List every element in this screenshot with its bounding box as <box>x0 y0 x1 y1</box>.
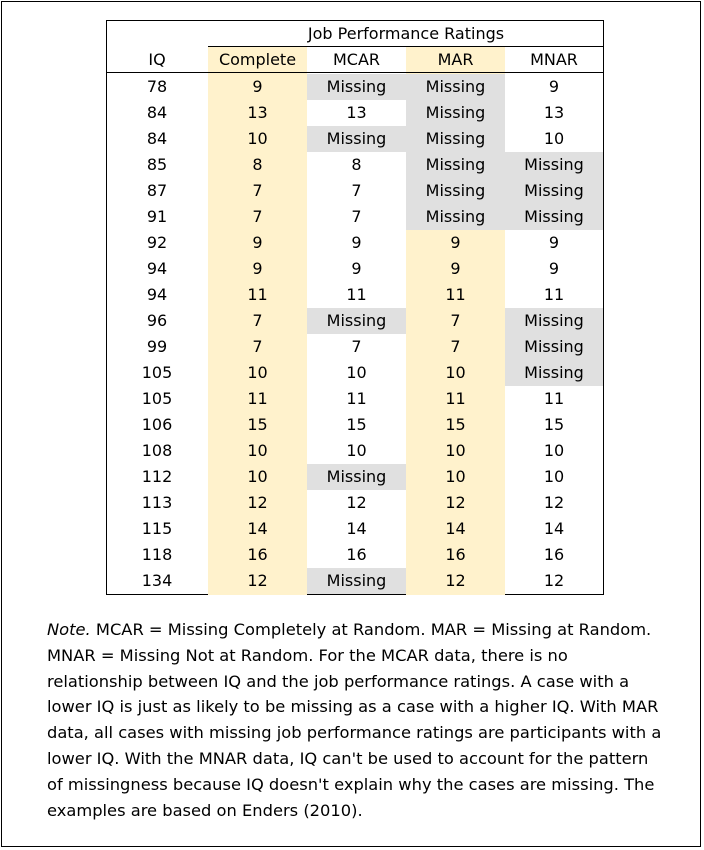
cell-complete: 10 <box>247 467 268 486</box>
cell-mnar: 11 <box>543 389 565 408</box>
cell-mar: 16 <box>445 545 466 564</box>
cell-mcar: Missing <box>307 74 406 100</box>
cell-mar: 12 <box>445 493 466 512</box>
missing-data-table <box>106 20 604 595</box>
cell-complete: 10 <box>247 363 268 382</box>
cell-mnar: 9 <box>548 77 560 96</box>
cell-iq: 96 <box>146 311 168 330</box>
cell-mar: Missing <box>406 178 505 204</box>
cell-complete: 9 <box>252 259 263 278</box>
cell-mnar: 14 <box>543 519 565 538</box>
cell-complete: 10 <box>247 441 268 460</box>
cell-mnar: Missing <box>505 360 603 386</box>
cell-complete: 16 <box>247 545 268 564</box>
cell-iq: 94 <box>146 285 168 304</box>
cell-complete: 11 <box>247 285 268 304</box>
cell-mar: 15 <box>445 415 466 434</box>
group-header: Job Performance Ratings <box>307 24 505 43</box>
cell-mnar: 15 <box>543 415 565 434</box>
column-header-iq: IQ <box>148 50 166 69</box>
cell-complete: 7 <box>252 207 263 226</box>
cell-iq: 113 <box>141 493 173 512</box>
cell-iq: 92 <box>146 233 168 252</box>
cell-complete: 14 <box>247 519 268 538</box>
cell-mcar: 7 <box>351 337 362 356</box>
cell-mnar: Missing <box>505 152 603 178</box>
cell-mar: 9 <box>450 259 461 278</box>
column-header-complete: Complete <box>218 50 297 69</box>
cell-iq: 112 <box>141 467 173 486</box>
cell-mar: 10 <box>445 363 466 382</box>
cell-mnar: Missing <box>505 308 603 334</box>
cell-complete: 7 <box>252 337 263 356</box>
cell-mcar: 16 <box>346 545 367 564</box>
cell-iq: 87 <box>146 181 168 200</box>
cell-complete: 10 <box>247 129 268 148</box>
cell-mnar: 12 <box>543 571 565 590</box>
cell-iq: 84 <box>146 103 168 122</box>
cell-mar: 11 <box>445 389 466 408</box>
cell-mnar: 11 <box>543 285 565 304</box>
cell-mcar: 13 <box>346 103 367 122</box>
cell-mcar: Missing <box>307 126 406 152</box>
cell-mar: 10 <box>445 467 466 486</box>
cell-mar: Missing <box>406 126 505 152</box>
cell-mcar: 11 <box>346 389 367 408</box>
cell-iq: 115 <box>141 519 173 538</box>
cell-complete: 11 <box>247 389 268 408</box>
cell-mnar: Missing <box>505 334 603 360</box>
table-note <box>47 617 667 823</box>
cell-mnar: 9 <box>548 233 560 252</box>
cell-mnar: 9 <box>548 259 560 278</box>
cell-mcar: 7 <box>351 207 362 226</box>
cell-complete: 9 <box>252 233 263 252</box>
cell-mcar: 10 <box>346 441 367 460</box>
cell-mcar: Missing <box>307 308 406 334</box>
cell-mar: Missing <box>406 100 505 126</box>
cell-mar: 10 <box>445 441 466 460</box>
cell-mcar: Missing <box>307 568 406 594</box>
cell-mnar: 10 <box>543 129 565 148</box>
cell-mar: 12 <box>445 571 466 590</box>
cell-mcar: 9 <box>351 259 362 278</box>
cell-complete: 9 <box>252 77 263 96</box>
cell-iq: 134 <box>141 571 173 590</box>
cell-mcar: 7 <box>351 181 362 200</box>
cell-iq: 99 <box>146 337 168 356</box>
cell-iq: 105 <box>141 389 173 408</box>
cell-mnar: 16 <box>543 545 565 564</box>
cell-mnar: 10 <box>543 441 565 460</box>
header-rule <box>107 72 603 73</box>
cell-mnar: 13 <box>543 103 565 122</box>
cell-complete: 15 <box>247 415 268 434</box>
cell-iq: 94 <box>146 259 168 278</box>
cell-mar: 11 <box>445 285 466 304</box>
cell-iq: 84 <box>146 129 168 148</box>
column-header-mcar: MCAR <box>332 50 381 69</box>
cell-iq: 108 <box>141 441 173 460</box>
cell-complete: 7 <box>252 181 263 200</box>
cell-complete: 8 <box>252 155 263 174</box>
cell-mcar: 10 <box>346 363 367 382</box>
cell-iq: 105 <box>141 363 173 382</box>
cell-complete: 13 <box>247 103 268 122</box>
note-label: Note. <box>47 620 91 639</box>
cell-mar: Missing <box>406 74 505 100</box>
cell-mcar: 15 <box>346 415 367 434</box>
cell-mar: Missing <box>406 152 505 178</box>
cell-mnar: 10 <box>543 467 565 486</box>
cell-mar: 14 <box>445 519 466 538</box>
cell-complete: 12 <box>247 571 268 590</box>
cell-mar: 9 <box>450 233 461 252</box>
cell-complete: 12 <box>247 493 268 512</box>
cell-mcar: 8 <box>351 155 362 174</box>
cell-complete: 7 <box>252 311 263 330</box>
cell-mnar: Missing <box>505 178 603 204</box>
cell-mar: Missing <box>406 204 505 230</box>
cell-iq: 78 <box>146 77 168 96</box>
cell-mar: 7 <box>450 311 461 330</box>
note-text: MCAR = Missing Completely at Random. MAR = Missing at Random. MNAR = Missing Not at Random. For the MCAR data, there is no relationship between IQ and the job performance ratings. A case with a lower IQ is just as likely to be missing as a case with a higher IQ. With MAR data, all cases with missing job performance ratings are participants with a lower IQ. With the MNAR data, IQ can't be used to account for the pattern of missingness because IQ doesn't explain why the cases are missing. The examples are based on Enders (2010). <box>47 620 662 820</box>
cell-mcar: 9 <box>351 233 362 252</box>
cell-mcar: 14 <box>346 519 367 538</box>
column-header-mnar: MNAR <box>530 50 578 69</box>
cell-mcar: 12 <box>346 493 367 512</box>
column-header-mar: MAR <box>437 50 474 69</box>
cell-iq: 118 <box>141 545 173 564</box>
cell-mnar: Missing <box>505 204 603 230</box>
cell-iq: 91 <box>146 207 168 226</box>
cell-mnar: 12 <box>543 493 565 512</box>
cell-mcar: Missing <box>307 464 406 490</box>
cell-mar: 7 <box>450 337 461 356</box>
cell-iq: 106 <box>141 415 173 434</box>
cell-mcar: 11 <box>346 285 367 304</box>
cell-iq: 85 <box>146 155 168 174</box>
